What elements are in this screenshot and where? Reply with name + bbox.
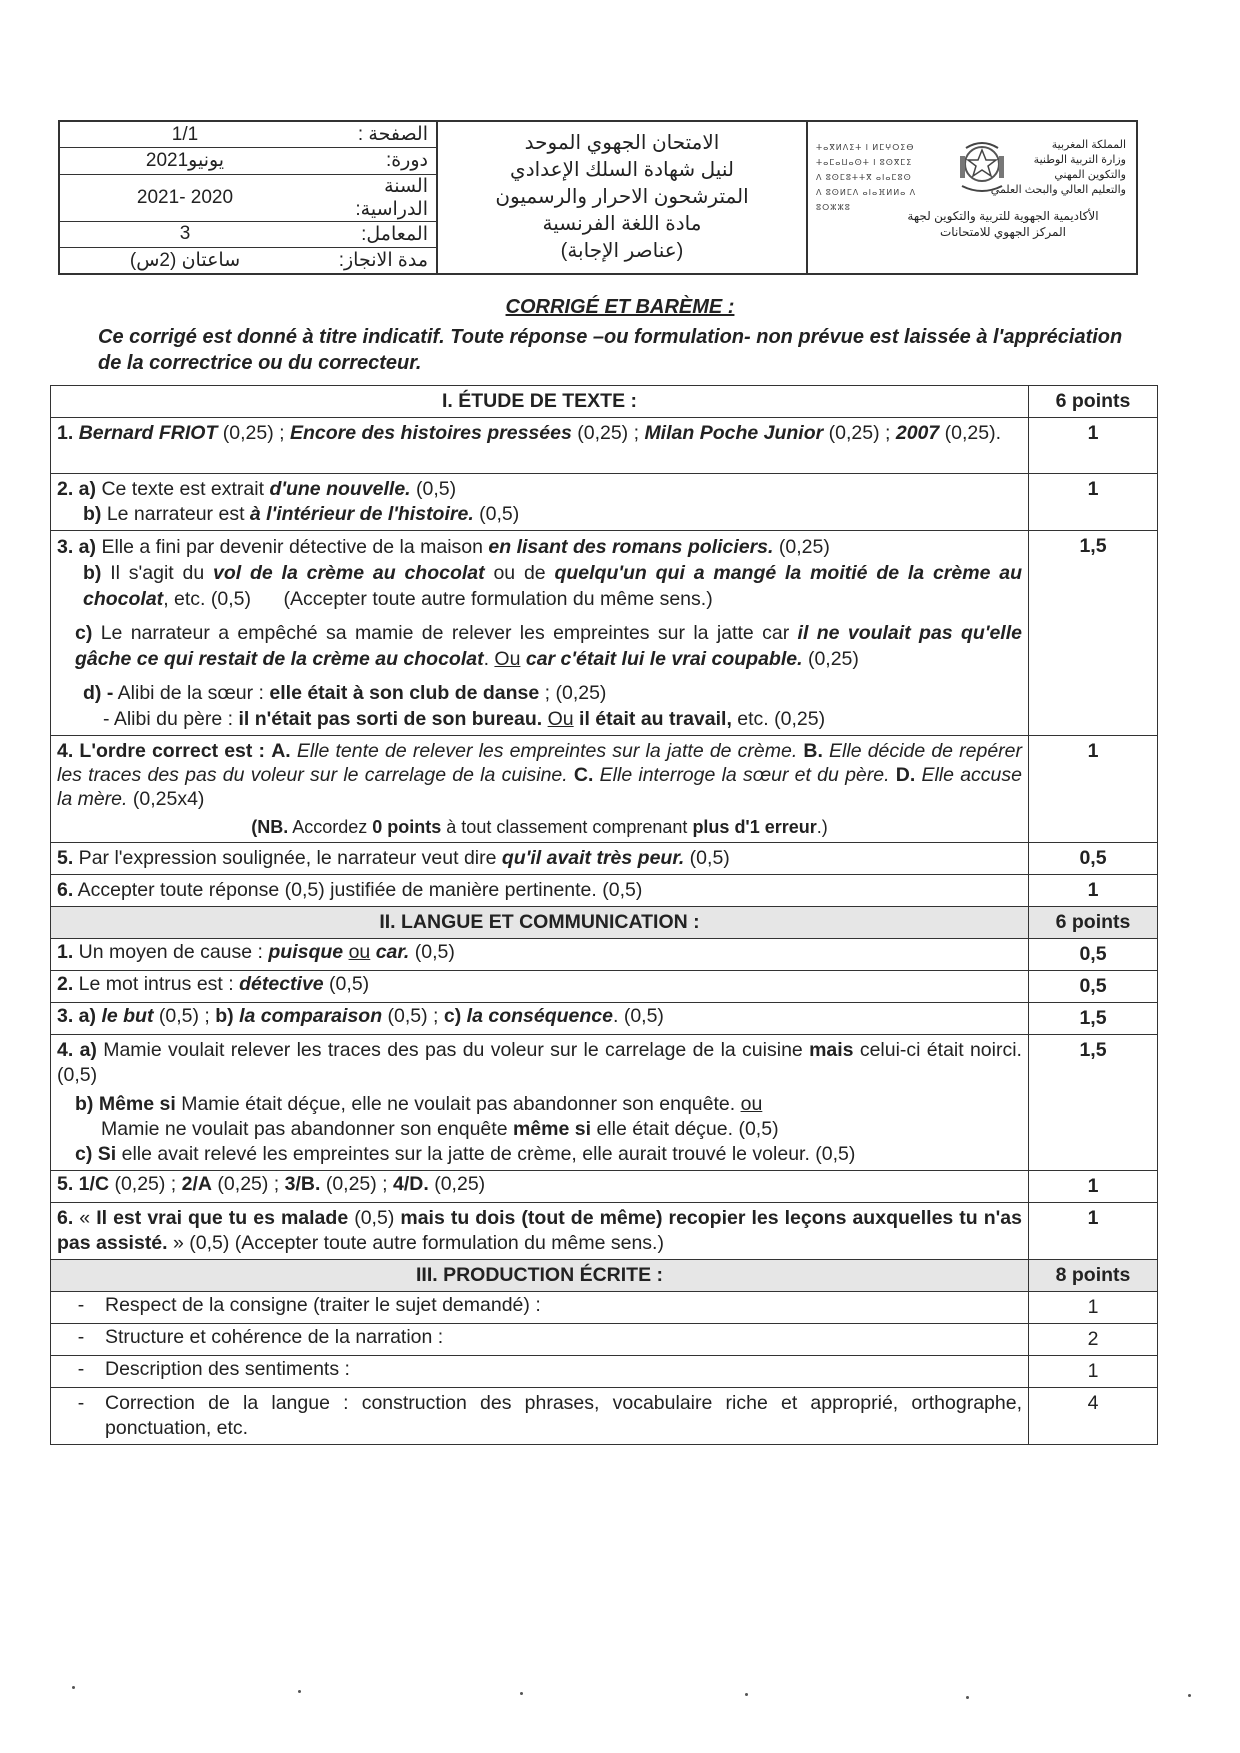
s1-question-4	[51, 736, 1158, 843]
s2-q5-answer: 5. 1/C (0,25) ; 2/A (0,25) ; 3/B. (0,25) ; 4/D. (0,25)	[51, 1171, 1029, 1203]
s3-criterion	[51, 1388, 1158, 1445]
exam-line-3: المترشحون الاحرار والرسميون	[495, 186, 749, 208]
section-1-header	[51, 386, 1158, 418]
s2-q5-points: 1	[1029, 1171, 1158, 1203]
coef-label: المعامل:	[361, 223, 428, 245]
year-value: 2021- 2020	[136, 186, 234, 208]
s1-q2-points: 1	[1029, 474, 1158, 531]
tifinagh-line: ⴷ ⵓⵙⵎⵓⵜⵜⴳ ⴰⵏⴰⵎⵓⵙ	[816, 173, 912, 182]
s1-question-5	[51, 843, 1158, 875]
s3-criterion-points: 2	[1029, 1324, 1158, 1356]
scan-speck	[966, 1696, 969, 1699]
academy-line-1: الأكاديمية الجهوية للتربية والتكوين لجهة	[907, 209, 1099, 223]
s1-question-6	[51, 875, 1158, 907]
s2-question-1	[51, 939, 1158, 971]
s3-criterion-text: - Description des sentiments :	[51, 1356, 1029, 1388]
s1-q4-points: 1	[1029, 736, 1158, 843]
s1-q3-answer: 3. a) Elle a fini par devenir détective de la maison en lisant des romans policiers. (0,25) b) Il s'agit du vol de la crème au chocolat ou de quelqu'un qui a mangé la moitié de la crème au chocolat, etc. (0,5) (Accepter toute autre formulation du même sens.) c) Le narrateur a empêché sa mamie de relever les empreintes sur la jatte car il ne voulait pas qu'elle gâche ce qui restait de la crème au chocolat. Ou car c'était lui le vrai coupable. (0,25) d) - Alibi de la sœur : elle était à son club de danse ; (0,25) - Alibi du père : il n'était pas sorti de son bureau. Ou il était au travail, etc. (0,25)	[51, 531, 1029, 736]
academy-name	[888, 208, 1118, 240]
corrige-subtitle: Ce corrigé est donné à titre indicatif. Toute réponse –ou formulation- non prévue est laissée à l'appréciation de la correctrice ou du correcteur.	[98, 326, 1123, 374]
s3-criterion-points: 1	[1029, 1292, 1158, 1324]
coef-row	[60, 222, 436, 248]
s1-q1-points: 1	[1029, 418, 1158, 474]
ministry-name	[956, 138, 1126, 198]
section-2-title: II. LANGUE ET COMMUNICATION :	[51, 907, 1029, 939]
s2-q1-points: 0,5	[1029, 939, 1158, 971]
session-row	[60, 148, 436, 174]
org-line-4: والتعليم العالي والبحث العلمي	[990, 184, 1126, 196]
s3-criterion-text: - Correction de la langue : construction des phrases, vocabulaire riche et approprié, orthographe, ponctuation, etc.	[51, 1388, 1029, 1445]
section-3-title: III. PRODUCTION ÉCRITE :	[51, 1260, 1029, 1292]
tifinagh-text	[816, 140, 948, 215]
session-label: دورة:	[385, 150, 428, 172]
exam-line-5: (عناصر الإجابة)	[560, 240, 684, 262]
s1-q6-answer: 6. Accepter toute réponse (0,5) justifiée de manière pertinente. (0,5)	[51, 875, 1029, 907]
s2-question-4	[51, 1035, 1158, 1171]
duration-label: مدة الانجاز:	[338, 249, 428, 271]
s3-criterion	[51, 1292, 1158, 1324]
s2-q4-points: 1,5	[1029, 1035, 1158, 1171]
s2-question-6	[51, 1203, 1158, 1260]
answer-key-table	[50, 385, 1158, 1445]
tifinagh-line: ⵜⴰⵎⴰⵡⴰⵙⵜ ⵏ ⵓⵙⴳⵎⵉ	[816, 158, 913, 167]
year-label: السنة الدراسية:	[355, 175, 428, 220]
duration-value: ساعتان (2س)	[129, 249, 241, 271]
coef-value: 3	[179, 223, 191, 245]
org-line-1: المملكة المغربية	[1051, 139, 1126, 151]
exam-line-1: الامتحان الجهوي الموحد	[524, 132, 720, 154]
s2-question-5	[51, 1171, 1158, 1203]
scan-speck	[72, 1686, 75, 1689]
s2-q2-answer: 2. Le mot intrus est : détective (0,5)	[51, 971, 1029, 1003]
org-line-2: وزارة التربية الوطنية	[1033, 154, 1126, 166]
tifinagh-line: ⴷ ⵓⵙⵍⵎⴷ ⴰⵏⴰⴼⵍⵍⴰ ⴷ ⵓⵔⵣⵣⵓ	[816, 188, 917, 212]
s2-q3-points: 1,5	[1029, 1003, 1158, 1035]
s1-q5-answer: 5. Par l'expression soulignée, le narrateur veut dire qu'il avait très peur. (0,5)	[51, 843, 1029, 875]
scan-speck	[1188, 1694, 1191, 1697]
ministry-box	[808, 122, 1136, 273]
scan-speck	[745, 1693, 748, 1696]
s2-q6-points: 1	[1029, 1203, 1158, 1260]
page-row	[60, 122, 436, 148]
exam-info-box	[60, 122, 438, 273]
s3-criterion-text: - Structure et cohérence de la narration :	[51, 1324, 1029, 1356]
s2-q6-answer: 6. « Il est vrai que tu es malade (0,5) mais tu dois (tout de même) recopier les leçons auxquelles tu n'as pas assisté. » (0,5) (Accepter toute autre formulation du même sens.)	[51, 1203, 1029, 1260]
s1-question-2	[51, 474, 1158, 531]
org-line-3: والتكوين المهني	[1054, 169, 1126, 181]
year-row	[60, 175, 436, 222]
s2-q4-answer: 4. a) Mamie voulait relever les traces des pas du voleur sur le carrelage de la cuisine mais celui-ci était noirci. (0,5) b) Même si Mamie était déçue, elle ne voulait pas abandonner son enquête. ou Mamie ne voulait pas abandonner son enquête même si elle était déçue. (0,5) c) Si elle avait relevé les empreintes sur la jatte de crème, elle aurait trouvé le voleur. (0,5)	[51, 1035, 1029, 1171]
s3-criterion	[51, 1356, 1158, 1388]
s2-q1-answer: 1. Un moyen de cause : puisque ou car. (0,5)	[51, 939, 1029, 971]
exam-header	[58, 120, 1138, 275]
s1-question-1	[51, 418, 1158, 474]
s1-question-3	[51, 531, 1158, 736]
s1-q3-points: 1,5	[1029, 531, 1158, 736]
s2-question-2	[51, 971, 1158, 1003]
section-3-points: 8 points	[1029, 1260, 1158, 1292]
exam-line-2: لنيل شهادة السلك الإعدادي	[510, 159, 734, 181]
s2-q3-answer: 3. a) le but (0,5) ; b) la comparaison (0,5) ; c) la conséquence. (0,5)	[51, 1003, 1029, 1035]
exam-title-box	[438, 122, 808, 273]
scan-speck	[520, 1692, 523, 1695]
s3-criterion	[51, 1324, 1158, 1356]
s2-q2-points: 0,5	[1029, 971, 1158, 1003]
s1-q1-answer: 1. Bernard FRIOT (0,25) ; Encore des histoires pressées (0,25) ; Milan Poche Junior (0,25) ; 2007 (0,25).	[51, 418, 1029, 474]
s1-q2-answer: 2. a) Ce texte est extrait d'une nouvelle. (0,5) b) Le narrateur est à l'intérieur de l'histoire. (0,5)	[51, 474, 1029, 531]
s1-q5-points: 0,5	[1029, 843, 1158, 875]
scan-speck	[298, 1690, 301, 1693]
session-value: يونيو2021	[145, 150, 225, 172]
section-2-header	[51, 907, 1158, 939]
section-1-points: 6 points	[1029, 386, 1158, 418]
corrige-title: CORRIGÉ ET BARÈME :	[505, 296, 735, 318]
tifinagh-line: ⵜⴰⴳⵍⴷⵉⵜ ⵏ ⵍⵎⵖⵔⵉⴱ	[816, 143, 915, 152]
section-2-points: 6 points	[1029, 907, 1158, 939]
section-3-header	[51, 1260, 1158, 1292]
s3-criterion-points: 1	[1029, 1356, 1158, 1388]
s1-q6-points: 1	[1029, 875, 1158, 907]
duration-row	[60, 248, 436, 273]
page-value: 1/1	[171, 123, 199, 145]
section-1-title: I. ÉTUDE DE TEXTE :	[51, 386, 1029, 418]
s1-q4-answer: 4. L'ordre correct est : A. Elle tente de relever les empreintes sur la jatte de crème. B. Elle décide de repérer les traces des pas du voleur sur le carrelage de la cuisine. C. Elle interroge la sœur et du père. D. Elle accuse la mère. (0,25x4) (NB. Accordez 0 points à tout classement comprenant plus d'1 erreur.)	[51, 736, 1029, 843]
academy-line-2: المركز الجهوي للامتحانات	[940, 225, 1066, 239]
exam-line-4: مادة اللغة الفرنسية	[542, 213, 702, 235]
page-label: الصفحة :	[357, 124, 428, 146]
s3-criterion-points: 4	[1029, 1388, 1158, 1445]
s3-criterion-text: - Respect de la consigne (traiter le sujet demandé) :	[51, 1292, 1029, 1324]
s2-question-3	[51, 1003, 1158, 1035]
